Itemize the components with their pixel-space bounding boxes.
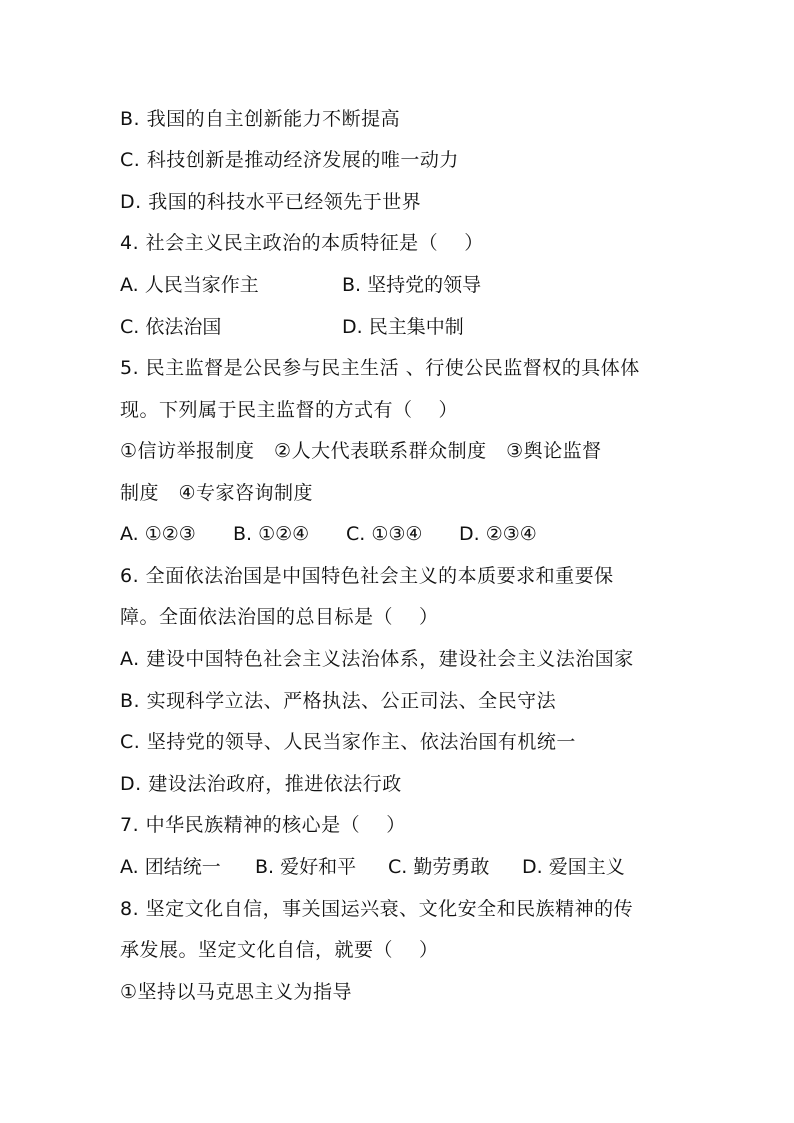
q3-option-d: D. 我国的科技水平已经领先于世界 (120, 191, 422, 213)
q5-option-d: D. ②③④ (459, 523, 537, 545)
q7-options-row (120, 854, 690, 880)
q6-option-b: B. 实现科学立法、严格执法、公正司法、全民守法 (120, 690, 557, 712)
q8-item-1: ①坚持以马克思主义为指导 (120, 981, 353, 1003)
q4-options-row-1 (120, 272, 690, 298)
q4-option-a: A. 人民当家作主 (120, 274, 259, 296)
q6-stem-line-1: 6. 全面依法治国是中国特色社会主义的本质要求和重要保 (120, 565, 614, 587)
q5-option-b: B. ①②④ (233, 523, 310, 545)
q6-stem-line-2: 障。全面依法治国的总目标是（ ） (120, 606, 439, 628)
q5-items-line-2: 制度 ④专家咨询制度 (120, 482, 314, 504)
q6-option-c: C. 坚持党的领导、人民当家作主、依法治国有机统一 (120, 731, 576, 753)
q5-stem-line-1: 5. 民主监督是公民参与民主生活 、行使公民监督权的具体体 (120, 357, 640, 379)
q7-option-b: B. 爱好和平 (255, 856, 357, 878)
q5-option-c: C. ①③④ (346, 523, 423, 545)
q4-option-b: B. 坚持党的领导 (342, 274, 482, 296)
q7-option-c: C. 勤劳勇敢 (388, 856, 490, 878)
q6-option-d: D. 建设法治政府，推进依法行政 (120, 773, 402, 795)
q7-option-d: D. 爱国主义 (522, 856, 625, 878)
q5-option-a: A. ①②③ (120, 523, 196, 545)
q4-option-c: C. 依法治国 (120, 316, 222, 338)
q4-option-d: D. 民主集中制 (342, 316, 464, 338)
q8-stem-line-1: 8. 坚定文化自信，事关国运兴衰、文化安全和民族精神的传 (120, 898, 634, 920)
q3-option-c: C. 科技创新是推动经济发展的唯一动力 (120, 149, 459, 171)
q4-stem: 4. 社会主义民主政治的本质特征是（ ） (120, 232, 484, 254)
q8-stem-line-2: 承发展。坚定文化自信，就要（ ） (120, 939, 439, 961)
q6-option-a: A. 建设中国特色社会主义法治体系，建设社会主义法治国家 (120, 648, 634, 670)
q7-stem: 7. 中华民族精神的核心是（ ） (120, 814, 406, 836)
q5-options-row (120, 521, 690, 547)
q3-option-b: B. 我国的自主创新能力不断提高 (120, 108, 401, 130)
q5-stem-line-2: 现。下列属于民主监督的方式有（ ） (120, 399, 459, 421)
q7-option-a: A. 团结统一 (120, 856, 221, 878)
q5-items-line-1: ①信访举报制度 ②人大代表联系群众制度 ③舆论监督 (120, 440, 602, 462)
q4-options-row-2 (120, 314, 690, 340)
